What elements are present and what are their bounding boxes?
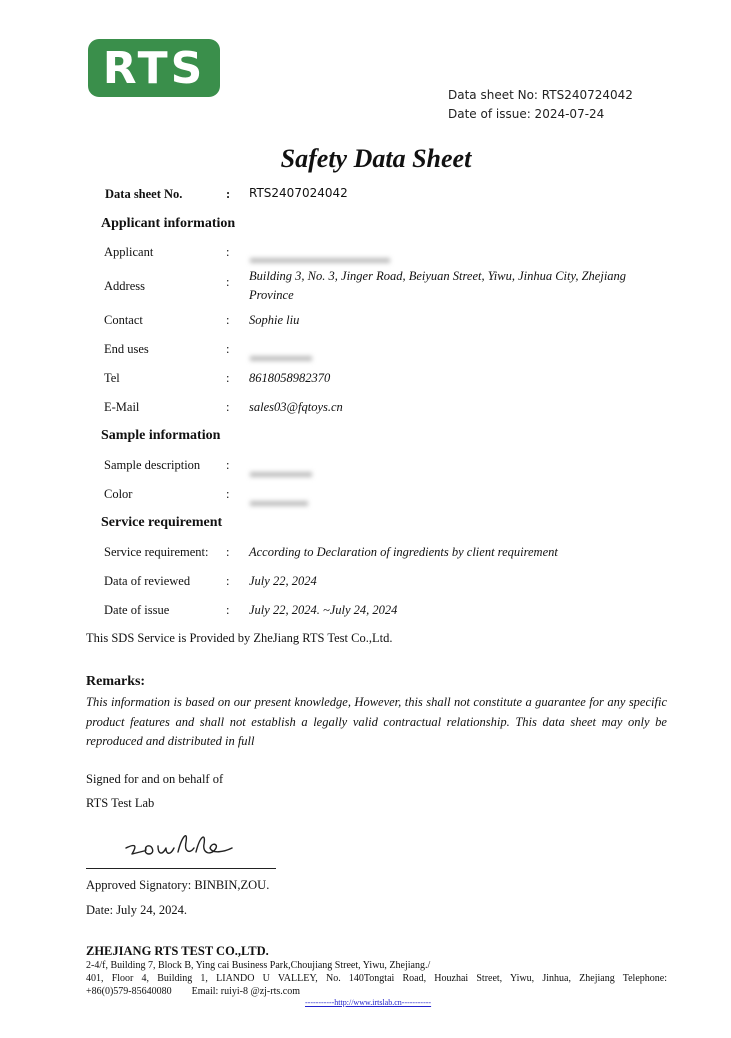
email-value: sales03@fqtoys.cn	[249, 400, 343, 414]
colon: :	[226, 574, 230, 588]
contact-value: Sophie liu	[249, 313, 300, 327]
colon: :	[226, 603, 230, 617]
colon: :	[226, 458, 230, 472]
service-heading: Service requirement	[101, 515, 223, 530]
signature-line	[86, 868, 276, 869]
service-requirement-label: Service requirement:	[104, 545, 209, 559]
colon: :	[226, 313, 230, 327]
issue-value: July 22, 2024. ~July 24, 2024	[249, 603, 398, 617]
applicant-label: Applicant	[104, 245, 154, 259]
colon: :	[226, 371, 230, 385]
color-label: Color	[104, 487, 133, 501]
footer-contact: +86(0)579-85640080 Email: ruiyi-8 @zj-rts.com	[86, 986, 300, 997]
applicant-heading: Applicant information	[101, 216, 236, 231]
tel-value: 8618058982370	[249, 371, 331, 385]
remarks-heading: Remarks:	[86, 674, 146, 689]
footer-address-1: 2-4/f, Building 7, Block B, Ying cai Business Park,Choujiang Street, Yiwu, Zhejiang./	[86, 960, 431, 971]
approved-signatory: Approved Signatory: BINBIN,ZOU.	[86, 878, 270, 892]
colon: :	[226, 400, 230, 414]
website-link[interactable]: -----------http://www.irtslab.cn-----------	[305, 998, 432, 1007]
footer-address-2: 401, Floor 4, Building 1, LIANDO U VALLEY, No. 140Tongtai Road, Houzhai Street, Yiwu, Jinhua, Zhejiang Telephone:	[86, 973, 667, 984]
header-data-sheet-no: Data sheet No: RTS240724042	[448, 88, 633, 102]
footer-company: ZHEJIANG RTS TEST CO.,LTD.	[86, 944, 269, 958]
signed-line-2: RTS Test Lab	[86, 796, 155, 810]
reviewed-value: July 22, 2024	[249, 574, 317, 588]
signed-line-1: Signed for and on behalf of	[86, 772, 224, 786]
colon: :	[226, 342, 230, 356]
header-date-of-issue: Date of issue: 2024-07-24	[448, 107, 605, 121]
colon: :	[226, 545, 230, 559]
logo-text: RTS	[102, 43, 206, 94]
remarks-text: This information is based on our present knowledge, However, this shall not constitute a guarantee for any specific product features and shall not establish a legally valid contractual relationship. This data sheet may only be reproduced and distributed in full	[86, 695, 667, 748]
contact-label: Contact	[104, 313, 143, 327]
handwritten-signature	[120, 826, 250, 864]
sample-description-redacted	[250, 464, 312, 482]
end-uses-label: End uses	[104, 342, 149, 356]
email-label: E-Mail	[104, 400, 140, 414]
colon: :	[226, 245, 230, 259]
sample-heading: Sample information	[101, 428, 221, 443]
data-sheet-no-label: Data sheet No.	[105, 187, 183, 201]
reviewed-label: Data of reviewed	[104, 574, 191, 588]
rts-logo	[88, 39, 220, 97]
address-label: Address	[104, 279, 145, 293]
issue-label: Date of issue	[104, 603, 170, 617]
service-requirement-value: According to Declaration of ingredients by client requirement	[249, 545, 558, 559]
signed-date: Date: July 24, 2024.	[86, 903, 188, 917]
colon: :	[226, 275, 230, 289]
colon: :	[226, 487, 230, 501]
data-sheet-no-value: RTS2407024042	[249, 186, 348, 200]
color-redacted	[250, 493, 308, 511]
tel-label: Tel	[104, 371, 120, 385]
provided-by-text: This SDS Service is Provided by ZheJiang RTS Test Co.,Ltd.	[86, 631, 393, 645]
address-value: Building 3, No. 3, Jinger Road, Beiyuan Street, Yiwu, Jinhua City, Zhejiang Province	[249, 269, 627, 302]
document-title: Safety Data Sheet	[280, 144, 472, 173]
end-uses-redacted	[250, 348, 312, 366]
applicant-redacted	[250, 250, 390, 268]
colon: :	[226, 187, 231, 201]
sample-description-label: Sample description	[104, 458, 201, 472]
